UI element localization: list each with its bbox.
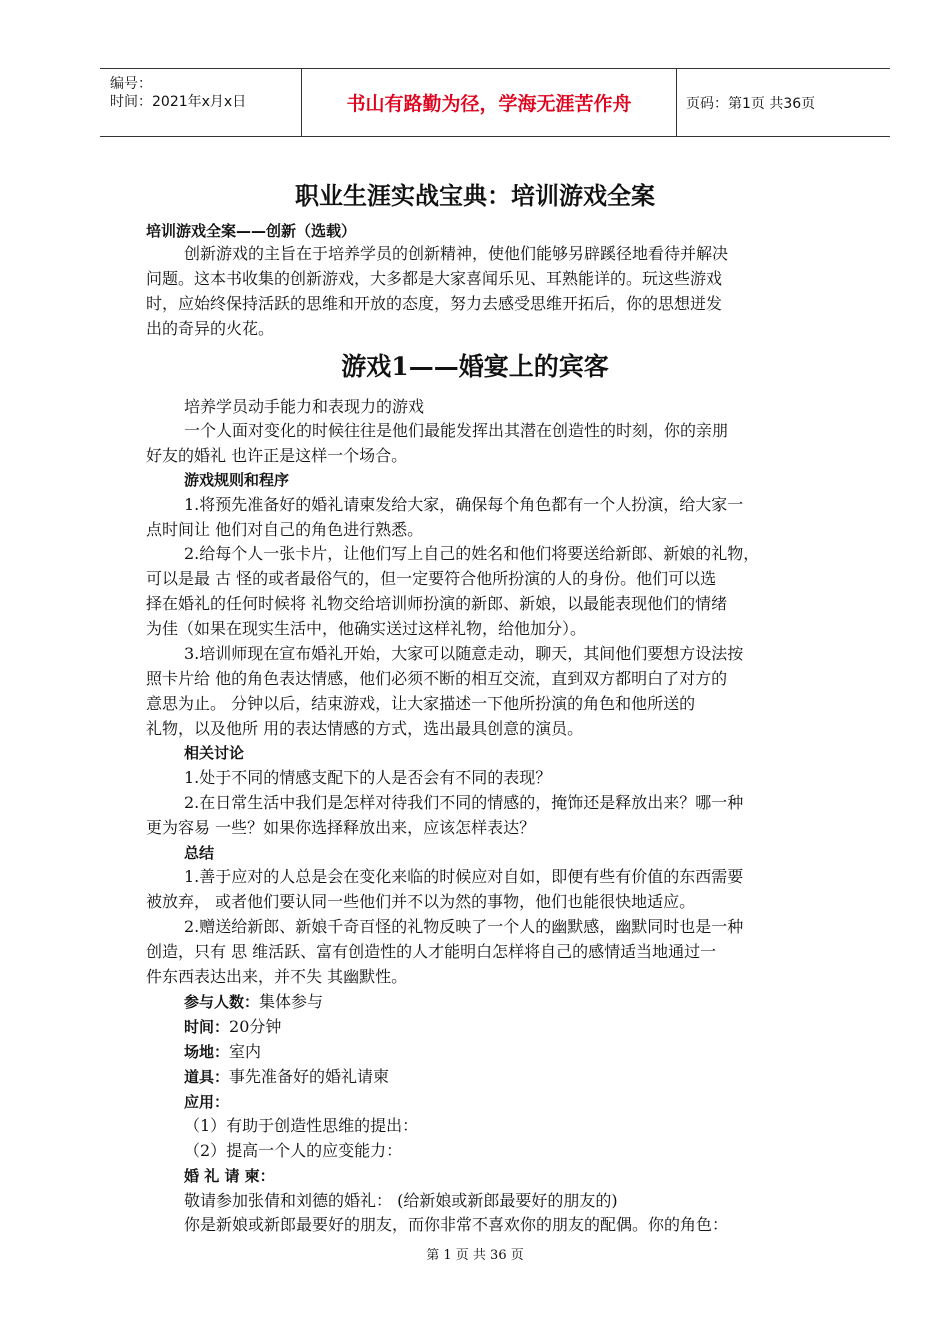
- rule-line: 点时间让 他们对自己的角色进行熟悉。: [146, 520, 424, 539]
- usage-label: 应用：: [184, 1093, 230, 1111]
- rule-line: 礼物，以及他所 用的表达情感的方式，选出最具创意的演员。: [146, 719, 584, 738]
- summary-line: 件东西表达出来，并不失 其幽默性。: [146, 967, 408, 986]
- rule-line: 3.培训师现在宣布婚礼开始，大家可以随意走动，聊天，其间他们要想方设法按: [184, 644, 744, 663]
- summary-line: 被放弃， 或者他们要认同一些他们并不以为然的事物，他们也能很快地适应。: [146, 892, 696, 911]
- participants-row: [184, 989, 888, 1015]
- rules-heading: 游戏规则和程序: [184, 471, 290, 489]
- time-row: [184, 1014, 888, 1040]
- game-title: 游戏1——婚宴上的宾客: [341, 352, 609, 381]
- time-value: 20分钟: [229, 1017, 282, 1036]
- document-title: 职业生涯实战宝典：培训游戏全案: [295, 182, 655, 210]
- intro-line: 问题。这本书收集的创新游戏，大多都是大家喜闻乐见、耳熟能详的。玩这些游戏: [146, 269, 723, 288]
- rule-line: 2.给每个人一张卡片，让他们写上自己的姓名和他们将要送给新郎、新娘的礼物，: [184, 544, 760, 563]
- section-subtitle: 培训游戏全案——创新（选载）: [146, 222, 357, 240]
- desc-line: 好友的婚礼 也许正是这样一个场合。: [146, 446, 408, 465]
- rule-line: 择在婚礼的任何时候将 礼物交给培训师扮演的新郎、新娘，以最能表现他们的情绪: [146, 594, 728, 613]
- summary-line: 创造，只有 思 维活跃、富有创造性的人才能明白怎样将自己的感情适当地通过一: [146, 942, 717, 961]
- header-motto: 书山有路勤为径，学海无涯苦作舟: [302, 69, 677, 136]
- number-label: 编号：: [110, 76, 152, 92]
- intro-line: 出的奇异的火花。: [146, 319, 275, 338]
- summary-heading: 总结: [184, 844, 215, 862]
- usage-item: （2）提高一个人的应变能力：: [184, 1141, 403, 1160]
- rule-line: 可以是最 古 怪的或者最俗气的，但一定要符合他所扮演的人的身份。他们可以选: [146, 569, 717, 588]
- discussion-line: 2.在日常生活中我们是怎样对待我们不同的情感的，掩饰还是释放出来？哪一种: [184, 793, 744, 812]
- header-meta-cell: [100, 69, 302, 136]
- discussion-line: 1.处于不同的情感支配下的人是否会有不同的表现？: [184, 768, 552, 787]
- props-row: [184, 1064, 888, 1090]
- rule-line: 为佳（如果在现实生活中，他确实送过这样礼物，给他加分）。: [146, 619, 587, 638]
- time-label: 时间：2021年x月x日: [110, 94, 247, 110]
- participants-value: 集体参与: [259, 992, 324, 1011]
- summary-line: 1.善于应对的人总是会在变化来临的时候应对自如，即便有些有价值的东西需要: [184, 867, 744, 886]
- invitation-line: 敬请参加张倩和刘德的婚礼： (给新娘或新郎最要好的朋友的): [184, 1191, 618, 1210]
- time-label: 时间：: [184, 1018, 230, 1036]
- rule-line: 照卡片给 他的角色表达情感，他们必须不断的相互交流，直到双方都明白了对方的: [146, 669, 728, 688]
- props-value: 事先准备好的婚礼请柬: [229, 1067, 390, 1086]
- place-row: [184, 1039, 888, 1065]
- header-page-code: 页码：第1页 共36页: [686, 95, 816, 112]
- place-value: 室内: [229, 1042, 262, 1061]
- place-label: 场地：: [184, 1043, 230, 1061]
- page-footer: 第 1 页 共 36 页: [426, 1248, 524, 1263]
- desc-line: 一个人面对变化的时候往往是他们最能发挥出其潜在创造性的时刻，你的亲朋: [184, 421, 729, 440]
- intro-line: 创新游戏的主旨在于培养学员的创新精神，使他们能够另辟蹊径地看待并解决: [184, 244, 729, 263]
- page-header: [100, 68, 890, 137]
- usage-item: （1）有助于创造性思维的提出：: [184, 1116, 419, 1135]
- summary-line: 2.赠送给新郎、新娘千奇百怪的礼物反映了一个人的幽默感，幽默同时也是一种: [184, 917, 744, 936]
- intro-line: 时，应始终保持活跃的思维和开放的态度，努力去感受思维开拓后，你的思想迸发: [146, 294, 723, 313]
- purpose-line: 培养学员动手能力和表现力的游戏: [184, 397, 425, 416]
- participants-label: 参与人数：: [184, 993, 260, 1011]
- invitation-heading: 婚 礼 请 柬：: [184, 1167, 275, 1185]
- invitation-line: 你是新娘或新郎最要好的朋友，而你非常不喜欢你的朋友的配偶。你的角色：: [184, 1215, 729, 1234]
- rule-line: 意思为止。 分钟以后，结束游戏，让大家描述一下他所扮演的角色和他所送的: [146, 694, 696, 713]
- rule-line: 1.将预先准备好的婚礼请柬发给大家，确保每个角色都有一个人扮演，给大家一: [184, 495, 744, 514]
- discussion-heading: 相关讨论: [184, 744, 245, 762]
- props-label: 道具：: [184, 1068, 230, 1086]
- usage-row: [184, 1089, 888, 1115]
- discussion-line: 更为容易 一些？如果你选择释放出来，应该怎样表达？: [146, 818, 536, 837]
